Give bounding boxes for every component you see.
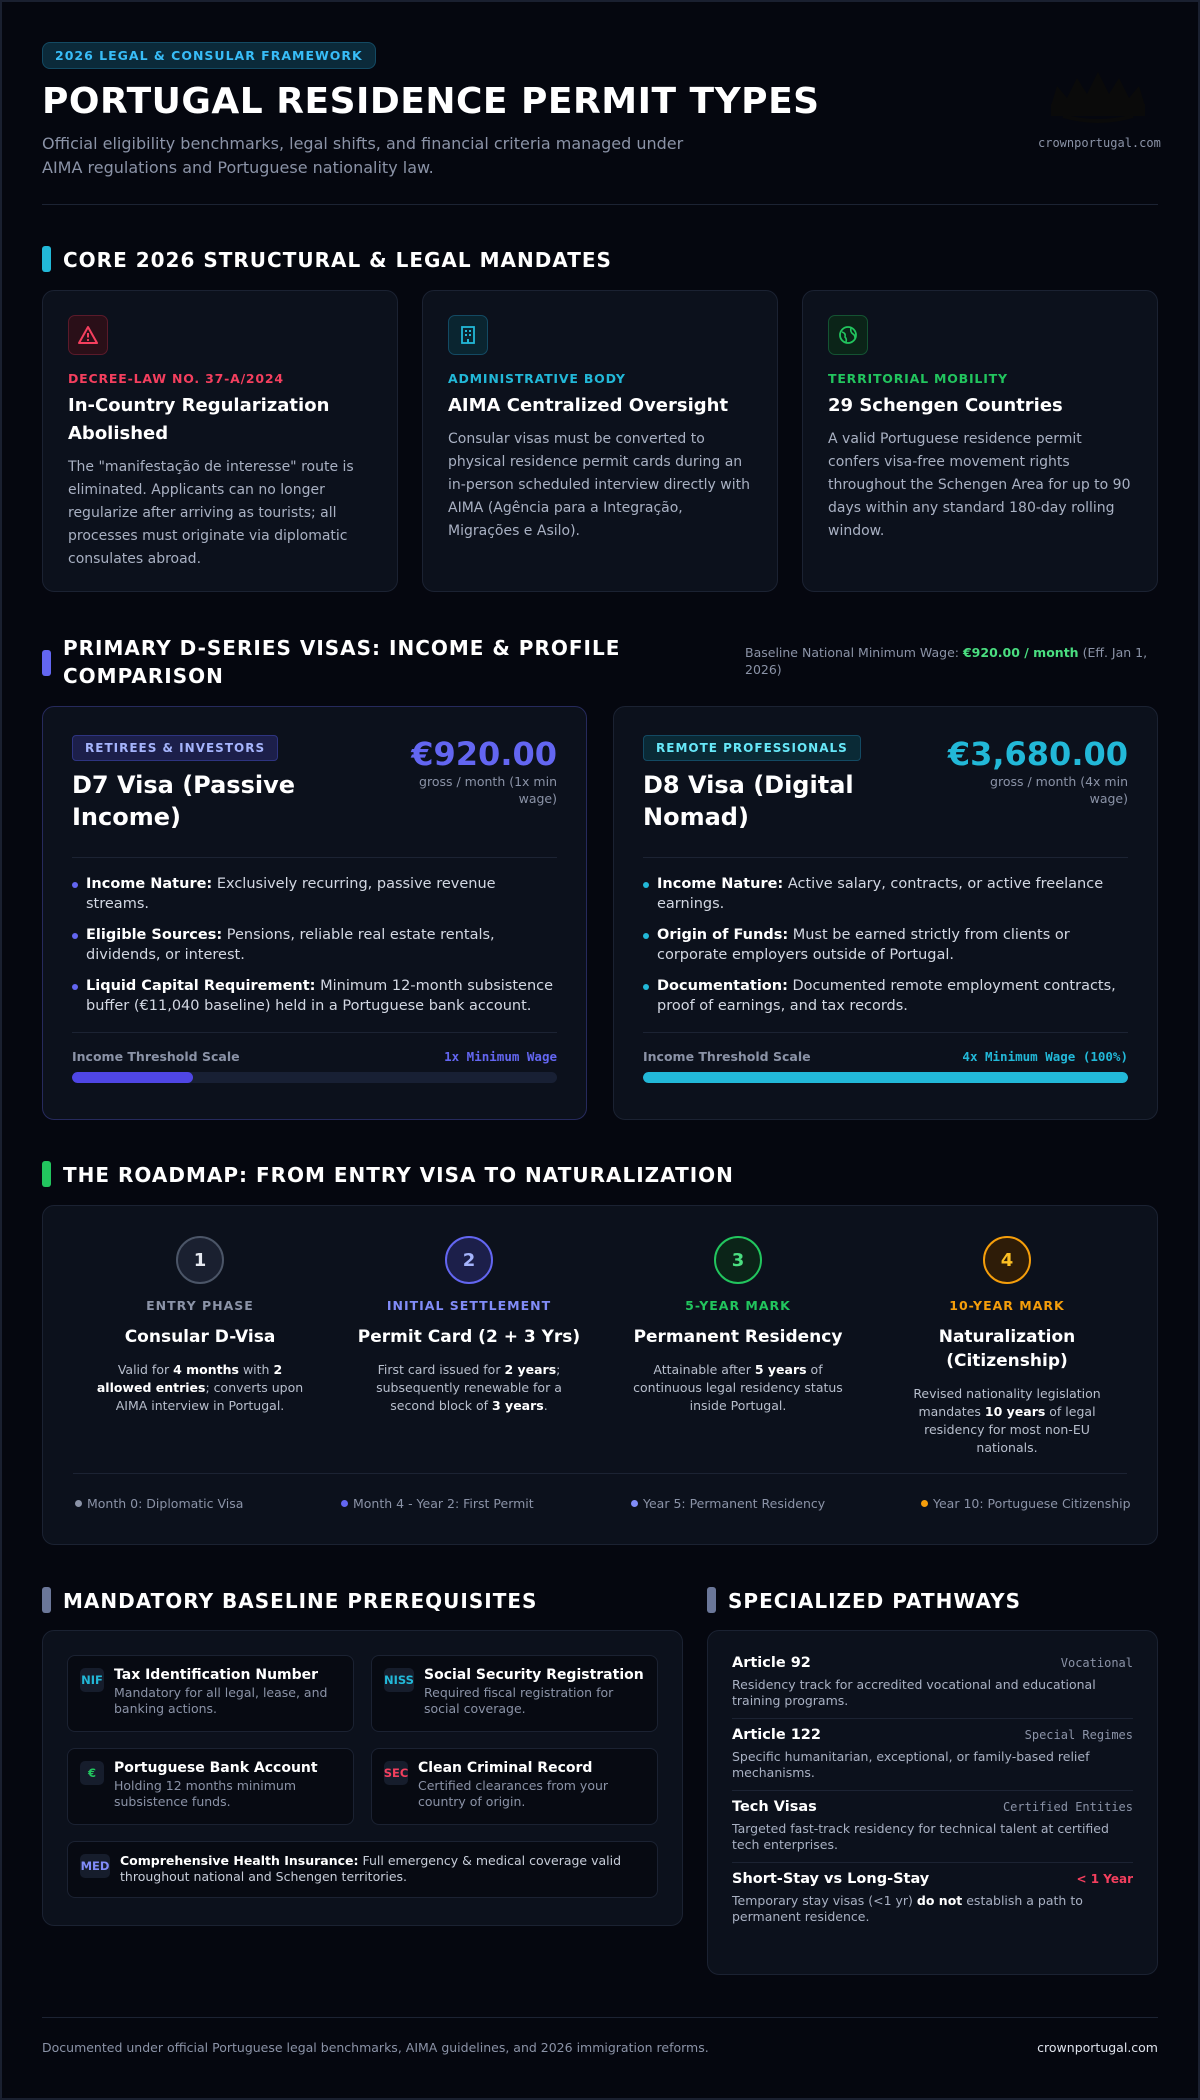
timeline-marker-3: [631, 1496, 825, 1511]
prerequisites-panel: [42, 1630, 683, 1926]
step-title: Consular D-Visa: [124, 1327, 276, 1347]
divider: [643, 1032, 1128, 1033]
mandate-title: In-Country Regularization Abolished: [68, 395, 330, 444]
timeline-label: Month 4 - Year 2: First Permit: [353, 1496, 534, 1511]
roadmap-step-2: [349, 1236, 589, 1415]
income-scale-track: [72, 1072, 557, 1083]
wage-value: €920.00 / month: [962, 645, 1079, 660]
step-phase: INITIAL SETTLEMENT: [386, 1298, 552, 1313]
divider: [643, 857, 1128, 858]
item-text: Must be earned strictly from clients or corporate employers outside of Portugal.: [657, 927, 1070, 963]
section-prereqs-heading: [42, 1587, 537, 1615]
pathway-item: [732, 1863, 1133, 1934]
item-label: Liquid Capital Requirement:: [86, 978, 316, 994]
timeline-dot: [75, 1500, 82, 1507]
mandate-body: The "manifestação de interesse" route is eliminated. Applicants can no longer regularize after arriving as tourists; all processes must originate via diplomatic consulates abroad.: [68, 459, 354, 567]
medical-badge-icon: MED: [80, 1854, 110, 1878]
timeline-label: Year 10: Portuguese Citizenship: [933, 1496, 1131, 1511]
prereq-criminal: [371, 1748, 658, 1825]
visa-amount-sub: gross / month (1x min wage): [419, 774, 557, 806]
step-title: Naturalization (Citizenship): [938, 1327, 1076, 1371]
section-accent-bar: [42, 1161, 51, 1187]
visa-requirements-list: [72, 874, 557, 1016]
section-title: THE ROADMAP: FROM ENTRY VISA TO NATURALIZATION: [63, 1163, 734, 1187]
section-title: SPECIALIZED PATHWAYS: [728, 1589, 1021, 1613]
section-title: MANDATORY BASELINE PREREQUISITES: [63, 1589, 538, 1613]
income-scale-row: [72, 1049, 557, 1064]
visa-title: D8 Visa (Digital Nomad): [643, 771, 854, 831]
step-title: Permanent Residency: [633, 1327, 843, 1347]
pathway-desc: Specific humanitarian, exceptional, or family-based relief mechanisms.: [732, 1749, 1090, 1780]
income-scale-track: [643, 1072, 1128, 1083]
step-body: Valid for 4 months with 2 allowed entries; converts upon AIMA interview in Portugal.: [96, 1362, 304, 1413]
building-icon: [448, 315, 488, 355]
item-text: Active salary, contracts, or active freelance earnings.: [657, 876, 1104, 912]
visa-amount-sub: gross / month (4x min wage): [990, 774, 1128, 806]
security-badge-icon: SEC: [384, 1761, 408, 1785]
visa-title: D7 Visa (Passive Income): [72, 771, 296, 831]
header-divider: [42, 204, 1158, 205]
scale-value: 4x Minimum Wage (100%): [962, 1049, 1128, 1064]
item-text: Pensions, reliable real estate rentals, dividends, or interest.: [86, 927, 495, 963]
euro-badge-icon: €: [80, 1761, 104, 1785]
timeline-label: Year 5: Permanent Residency: [643, 1496, 826, 1511]
income-scale-row: [643, 1049, 1128, 1064]
prereq-health: [67, 1841, 658, 1898]
prereq-title: Comprehensive Health Insurance:: [120, 1853, 359, 1868]
crown-logo-icon: [1043, 60, 1153, 130]
nif-badge-icon: NIF: [80, 1668, 104, 1692]
divider: [72, 1032, 557, 1033]
pathway-title: Article 122: [732, 1727, 821, 1743]
income-scale-fill: [72, 1072, 193, 1083]
step-number: 3: [714, 1236, 762, 1284]
page-subtitle: Official eligibility benchmarks, legal shifts, and financial criteria managed under AIMA regulations and Portuguese nationality law.: [42, 134, 684, 177]
timeline-dot: [631, 1500, 638, 1507]
prereq-title: Tax Identification Number: [114, 1667, 319, 1683]
roadmap-step-3: [618, 1236, 858, 1415]
step-number: 2: [445, 1236, 493, 1284]
section-title: PRIMARY D-SERIES VISAS: INCOME & PROFILE COMPARISON: [63, 636, 621, 688]
pathway-title: Article 92: [732, 1655, 811, 1671]
step-title: Permit Card (2 + 3 Yrs): [357, 1327, 581, 1347]
mandate-title: 29 Schengen Countries: [828, 395, 1063, 416]
minimum-wage-note: [745, 644, 1155, 678]
list-item: [643, 925, 1128, 965]
item-text: Documented remote employment contracts, proof of earnings, and tax records.: [657, 978, 1116, 1014]
prereq-title: Clean Criminal Record: [418, 1760, 593, 1776]
visa-amount: €3,680.00: [947, 735, 1128, 773]
timeline-dot: [341, 1500, 348, 1507]
section-mandates-heading: [42, 246, 612, 274]
item-label: Income Nature:: [657, 876, 784, 892]
timeline-marker-2: [341, 1496, 534, 1511]
prereq-inline: [120, 1853, 645, 1887]
mandate-card-aima: [422, 290, 778, 592]
mandate-card-decree: [42, 290, 398, 592]
visa-pill: RETIREES & INVESTORS: [72, 735, 278, 761]
section-accent-bar: [42, 1587, 51, 1613]
wage-suffix: (Eff. Jan 1, 2026): [745, 645, 1148, 677]
list-item: [72, 874, 557, 914]
item-label: Eligible Sources:: [86, 927, 223, 943]
page-footer: [42, 2040, 1158, 2055]
list-item: [643, 874, 1128, 914]
visa-card-d8: [613, 706, 1158, 1120]
prereq-desc: Certified clearances from your country of origin.: [418, 1778, 609, 1809]
timeline-divider: [73, 1473, 1127, 1474]
mandate-tag: TERRITORIAL MOBILITY: [828, 371, 1008, 386]
pathway-tag: Special Regimes: [1024, 1728, 1133, 1742]
item-text: Exclusively recurring, passive revenue streams.: [86, 876, 496, 912]
pathway-tag: < 1 Year: [1076, 1872, 1133, 1886]
pathway-item: [732, 1791, 1133, 1863]
pathways-panel: [707, 1630, 1158, 1975]
pathway-desc: Temporary stay visas (<1 yr) do not establish a path to permanent residence.: [732, 1893, 1083, 1924]
roadmap-step-4: [887, 1236, 1127, 1457]
pathway-tag: Vocational: [1060, 1656, 1133, 1670]
section-title: CORE 2026 STRUCTURAL & LEGAL MANDATES: [63, 248, 612, 272]
section-accent-bar: [42, 650, 51, 676]
visa-card-d7: [42, 706, 587, 1120]
prereq-desc: Holding 12 months minimum subsistence funds.: [114, 1778, 297, 1809]
mandate-tag: ADMINISTRATIVE BODY: [448, 371, 626, 386]
step-body: Attainable after 5 years of continuous legal residency status inside Portugal.: [633, 1362, 843, 1413]
footer-divider: [42, 2017, 1158, 2018]
step-body: First card issued for 2 years; subsequently renewable for a second block of 3 years.: [376, 1362, 562, 1413]
brand-url: crownportugal.com: [1038, 136, 1161, 150]
divider: [72, 857, 557, 858]
step-number: 1: [176, 1236, 224, 1284]
step-phase: ENTRY PHASE: [146, 1298, 254, 1313]
roadmap-step-1: [80, 1236, 320, 1415]
wage-prefix: Baseline National Minimum Wage:: [745, 645, 959, 660]
prereq-title: Social Security Registration: [424, 1667, 644, 1683]
list-item: [72, 976, 557, 1016]
timeline-marker-4: [921, 1496, 1131, 1511]
section-pathways-heading: [707, 1587, 1021, 1615]
page-title: PORTUGAL RESIDENCE PERMIT TYPES: [42, 81, 820, 122]
visa-pill: REMOTE PROFESSIONALS: [643, 735, 861, 761]
prereq-title: Portuguese Bank Account: [114, 1760, 318, 1776]
pathway-item: [732, 1719, 1133, 1791]
pathway-desc: Targeted fast-track residency for technical talent at certified tech enterprises.: [732, 1821, 1109, 1852]
scale-label: Income Threshold Scale: [643, 1049, 811, 1064]
page-header: [42, 42, 1161, 180]
section-accent-bar: [707, 1587, 716, 1613]
timeline-marker-1: [75, 1496, 243, 1511]
scale-label: Income Threshold Scale: [72, 1049, 240, 1064]
item-label: Documentation:: [657, 978, 788, 994]
footer-link[interactable]: crownportugal.com: [1037, 2040, 1158, 2055]
timeline-dot: [921, 1500, 928, 1507]
item-label: Origin of Funds:: [657, 927, 789, 943]
prereq-desc: Full emergency & medical coverage valid throughout national and Schengen territories.: [120, 1853, 622, 1884]
mandate-title: AIMA Centralized Oversight: [448, 395, 729, 416]
prereq-nif: [67, 1655, 354, 1732]
pathway-desc: Residency track for accredited vocational and educational training programs.: [732, 1677, 1096, 1708]
prereq-desc: Mandatory for all legal, lease, and banking actions.: [114, 1685, 328, 1716]
brand-block[interactable]: [1038, 60, 1161, 150]
step-phase: 5-YEAR MARK: [685, 1298, 791, 1313]
step-body: Revised nationality legislation mandates 10 years of legal residency for most non-EU nationals.: [913, 1386, 1101, 1455]
section-roadmap-heading: [42, 1161, 734, 1189]
mandate-body: Consular visas must be converted to physical residence permit cards during an in-person scheduled interview directly with AIMA (Agência para a Integração, Migrações e Asilo).: [448, 431, 750, 539]
step-number: 4: [983, 1236, 1031, 1284]
visa-amount: €920.00: [411, 735, 557, 773]
item-text: Minimum 12-month subsistence buffer (€11,040 baseline) held in a Portuguese bank account.: [86, 978, 554, 1014]
item-label: Income Nature:: [86, 876, 213, 892]
warning-triangle-icon: [68, 315, 108, 355]
mandate-tag: DECREE-LAW NO. 37-A/2024: [68, 371, 284, 386]
income-scale-fill: [643, 1072, 1128, 1083]
timeline-label: Month 0: Diplomatic Visa: [87, 1496, 244, 1511]
mandate-body: A valid Portuguese residence permit confers visa-free movement rights throughout the Schengen Area for up to 90 days within any standard 180-day rolling window.: [828, 431, 1131, 539]
visa-amount-block: [397, 735, 557, 807]
list-item: [643, 976, 1128, 1016]
section-visas-heading: [42, 634, 642, 690]
framework-badge: 2026 LEGAL & CONSULAR FRAMEWORK: [42, 42, 376, 69]
prereq-bank: [67, 1748, 354, 1825]
prereq-niss: [371, 1655, 658, 1732]
pathway-tag: Certified Entities: [1002, 1800, 1133, 1814]
globe-icon: [828, 315, 868, 355]
visa-requirements-list: [643, 874, 1128, 1016]
pathway-title: Short-Stay vs Long-Stay: [732, 1871, 930, 1887]
footer-note: Documented under official Portuguese legal benchmarks, AIMA guidelines, and 2026 immigration reforms.: [42, 2040, 709, 2055]
step-phase: 10-YEAR MARK: [949, 1298, 1065, 1313]
niss-badge-icon: NISS: [384, 1668, 414, 1692]
list-item: [72, 925, 557, 965]
prereq-desc: Required fiscal registration for social coverage.: [424, 1685, 614, 1716]
roadmap-panel: [42, 1205, 1158, 1545]
section-accent-bar: [42, 246, 51, 272]
pathway-title: Tech Visas: [732, 1799, 817, 1815]
visa-amount-block: [948, 735, 1128, 807]
mandate-card-schengen: [802, 290, 1158, 592]
pathway-item: [732, 1647, 1133, 1719]
scale-value: 1x Minimum Wage: [444, 1049, 557, 1064]
